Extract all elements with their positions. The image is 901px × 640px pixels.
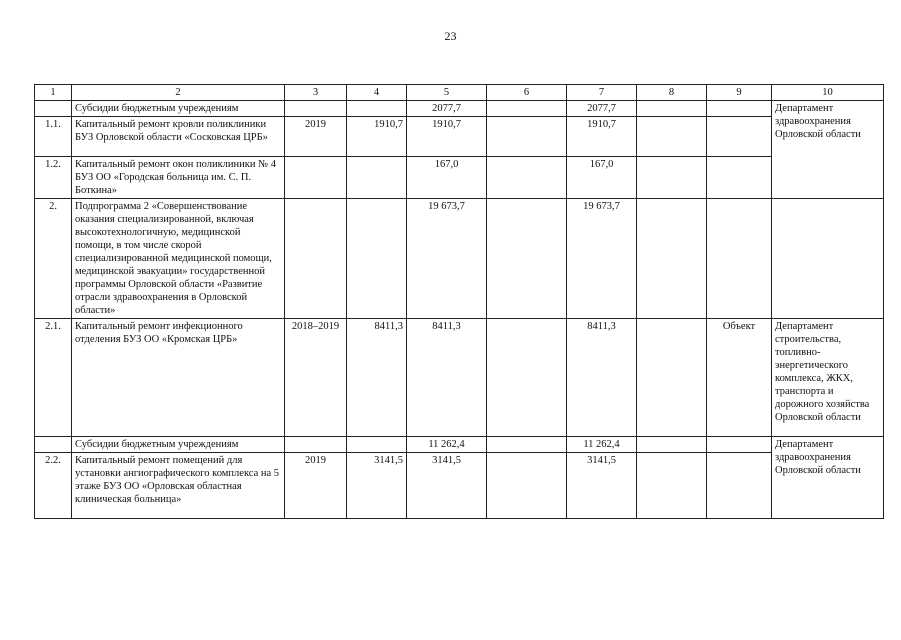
cell-col9: Объект [707,319,772,437]
header-cell: 7 [567,85,637,101]
table-header-row [35,85,884,101]
budget-table [34,84,884,519]
table-row [35,453,884,519]
header-cell: 8 [637,85,707,101]
row-number: 2.2. [35,453,72,519]
cell-year: 2019 [285,117,347,157]
cell-col7: 8411,3 [567,319,637,437]
cell-col9 [707,453,772,519]
row-number: 1.2. [35,157,72,199]
cell-col4 [347,101,407,117]
cell-col8 [637,117,707,157]
header-cell: 9 [707,85,772,101]
header-cell: 4 [347,85,407,101]
cell-year [285,101,347,117]
cell-col5: 2077,7 [407,101,487,117]
table-row [35,101,884,117]
cell-col5: 3141,5 [407,453,487,519]
table-row [35,437,884,453]
cell-col7: 11 262,4 [567,437,637,453]
cell-col6 [487,101,567,117]
header-cell: 1 [35,85,72,101]
cell-year: 2018–2019 [285,319,347,437]
cell-col9 [707,199,772,319]
cell-col4: 8411,3 [347,319,407,437]
cell-col4: 3141,5 [347,453,407,519]
cell-col8 [637,453,707,519]
cell-col4 [347,199,407,319]
cell-col5: 167,0 [407,157,487,199]
cell-col6 [487,157,567,199]
cell-col7: 1910,7 [567,117,637,157]
row-name: Капитальный ремонт кровли поликлиники БУЗ Орловской области «Сосковская ЦРБ» [72,117,285,157]
cell-year [285,157,347,199]
header-cell: 2 [72,85,285,101]
header-cell: 6 [487,85,567,101]
cell-col5: 19 673,7 [407,199,487,319]
cell-col5: 11 262,4 [407,437,487,453]
cell-col6 [487,199,567,319]
row-name: Подпрограмма 2 «Совершенствование оказания специализированной, включая высокотехнологичную, медицинской помощи, в том числе скорой специализированной медицинской помощи, медицинской эвакуации» государственной программы Орловской области «Развитие отрасли здравоохранения в Орловской области» [72,199,285,319]
cell-col9 [707,101,772,117]
cell-department: Департамент строительства, топливно-энергетического комплекса, ЖКХ, транспорта и дорожного хозяйства Орловской области [772,319,884,437]
cell-col6 [487,117,567,157]
header-cell: 5 [407,85,487,101]
cell-col5: 1910,7 [407,117,487,157]
cell-col7: 167,0 [567,157,637,199]
table-row [35,319,884,437]
cell-col7: 2077,7 [567,101,637,117]
row-name: Капитальный ремонт помещений для установки ангиографического комплекса на 5 этаже БУЗ ОО «Орловская областная клиническая больница» [72,453,285,519]
cell-department [772,199,884,319]
table-row [35,117,884,157]
cell-col5: 8411,3 [407,319,487,437]
row-number: 2.1. [35,319,72,437]
header-cell: 10 [772,85,884,101]
cell-department: Департамент здравоохранения Орловской области [772,101,884,199]
cell-col6 [487,319,567,437]
cell-col6 [487,437,567,453]
cell-col8 [637,199,707,319]
cell-col8 [637,319,707,437]
cell-col9 [707,157,772,199]
cell-year: 2019 [285,453,347,519]
row-number: 2. [35,199,72,319]
cell-col9 [707,437,772,453]
cell-col8 [637,157,707,199]
cell-department: Департамент здравоохранения Орловской области [772,437,884,519]
cell-col6 [487,453,567,519]
row-number [35,101,72,117]
page-number: 23 [444,29,457,43]
row-name: Капитальный ремонт инфекционного отделения БУЗ ОО «Кромская ЦРБ» [72,319,285,437]
header-cell: 3 [285,85,347,101]
cell-col4 [347,157,407,199]
cell-col9 [707,117,772,157]
cell-col4 [347,437,407,453]
cell-col8 [637,437,707,453]
row-name: Субсидии бюджетным учреждениям [72,101,285,117]
table-row [35,199,884,319]
cell-col7: 3141,5 [567,453,637,519]
cell-col8 [637,101,707,117]
row-name: Субсидии бюджетным учреждениям [72,437,285,453]
cell-year [285,437,347,453]
table-row [35,157,884,199]
cell-year [285,199,347,319]
row-name: Капитальный ремонт окон поликлиники № 4 БУЗ ОО «Городская больница им. С. П. Боткина» [72,157,285,199]
row-number [35,437,72,453]
cell-col4: 1910,7 [347,117,407,157]
row-number: 1.1. [35,117,72,157]
cell-col7: 19 673,7 [567,199,637,319]
